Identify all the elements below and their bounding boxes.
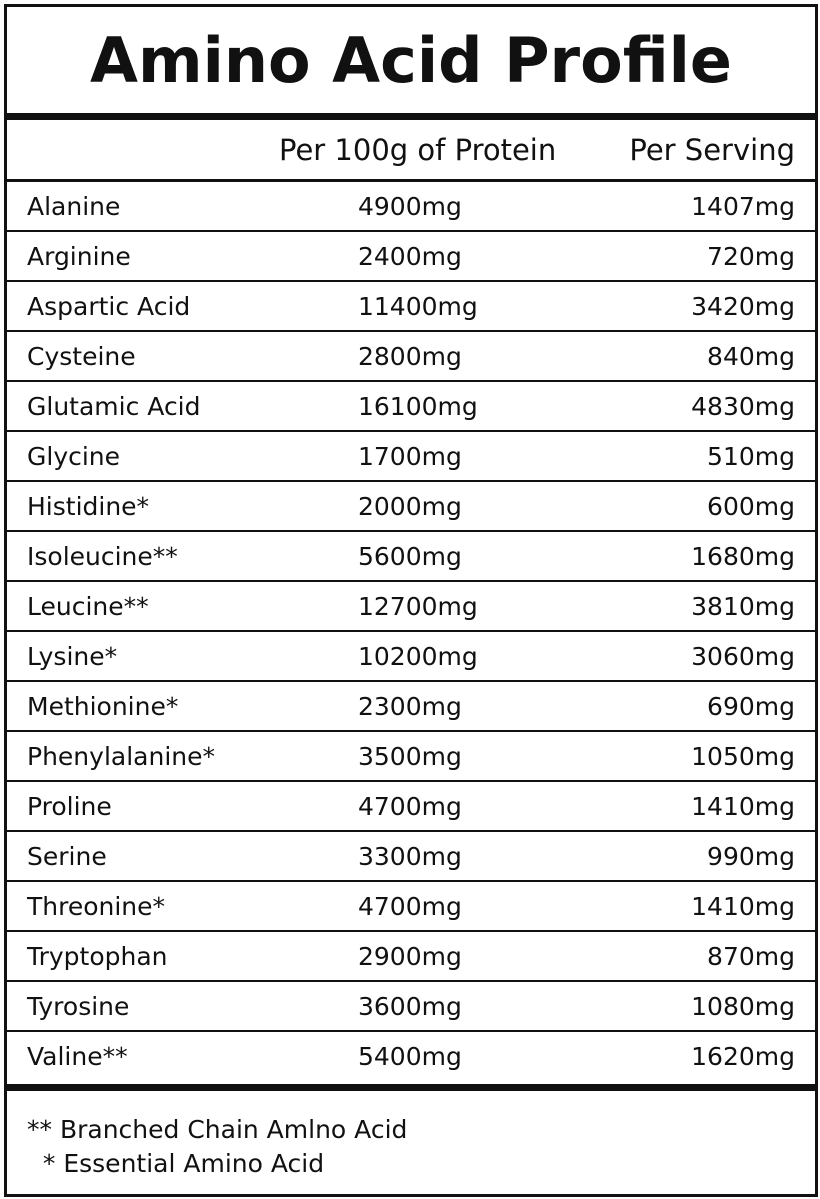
per-100g-value: 16100mg	[358, 392, 478, 421]
per-100g-value: 2000mg	[358, 492, 462, 521]
table-row	[7, 682, 815, 732]
table-row	[7, 332, 815, 382]
per-100g-value: 4900mg	[358, 192, 462, 221]
page-title: Amino Acid Profile	[90, 23, 732, 97]
amino-acid-name: Leucine**	[27, 592, 149, 621]
amino-acid-name: Threonine*	[27, 892, 166, 921]
per-100g-value: 2800mg	[358, 342, 462, 371]
amino-acid-table	[7, 182, 815, 1082]
amino-acid-name: Histidine*	[27, 492, 150, 521]
amino-acid-name: Serine	[27, 842, 107, 871]
footer-divider	[7, 1084, 815, 1091]
table-row	[7, 582, 815, 632]
per-serving-value: 3810mg	[691, 592, 795, 621]
amino-acid-name: Lysine*	[27, 642, 118, 671]
per-serving-value: 3420mg	[691, 292, 795, 321]
per-100g-value: 2900mg	[358, 942, 462, 971]
amino-acid-name: Phenylalanine*	[27, 742, 215, 771]
footnote-bcaa: ** Branched Chain Amlno Acid	[27, 1115, 408, 1144]
amino-acid-name: Cysteine	[27, 342, 136, 371]
amino-acid-name: Alanine	[27, 192, 121, 221]
per-serving-value: 1410mg	[691, 892, 795, 921]
per-100g-value: 3600mg	[358, 992, 462, 1021]
footnote-essential: * Essential Amino Acid	[27, 1149, 325, 1178]
per-serving-value: 990mg	[707, 842, 795, 871]
per-100g-value: 4700mg	[358, 892, 462, 921]
per-serving-value: 1620mg	[691, 1042, 795, 1071]
amino-acid-name: Valine**	[27, 1042, 128, 1071]
per-serving-value: 720mg	[707, 242, 795, 271]
per-100g-value: 5600mg	[358, 542, 462, 571]
per-100g-value: 12700mg	[358, 592, 478, 621]
per-100g-value: 3500mg	[358, 742, 462, 771]
per-100g-value: 3300mg	[358, 842, 462, 871]
footnotes	[27, 1113, 407, 1181]
amino-acid-name: Glycine	[27, 442, 121, 471]
per-serving-value: 1050mg	[691, 742, 795, 771]
table-row	[7, 532, 815, 582]
amino-acid-name: Aspartic Acid	[27, 292, 191, 321]
per-serving-value: 870mg	[707, 942, 795, 971]
table-row	[7, 632, 815, 682]
table-row	[7, 432, 815, 482]
per-100g-value: 2300mg	[358, 692, 462, 721]
per-serving-value: 3060mg	[691, 642, 795, 671]
per-100g-value: 5400mg	[358, 1042, 462, 1071]
per-serving-value: 1080mg	[691, 992, 795, 1021]
amino-acid-name: Tyrosine	[27, 992, 130, 1021]
per-serving-value: 510mg	[707, 442, 795, 471]
per-serving-value: 1410mg	[691, 792, 795, 821]
amino-acid-name: Tryptophan	[27, 942, 168, 971]
per-100g-value: 4700mg	[358, 792, 462, 821]
table-row	[7, 882, 815, 932]
table-row	[7, 382, 815, 432]
per-100g-value: 11400mg	[358, 292, 478, 321]
table-row	[7, 182, 815, 232]
column-header-per-serving: Per Serving	[629, 133, 795, 167]
amino-acid-panel	[4, 4, 818, 1197]
table-row	[7, 482, 815, 532]
per-100g-value: 10200mg	[358, 642, 478, 671]
table-row	[7, 782, 815, 832]
per-100g-value: 1700mg	[358, 442, 462, 471]
table-row	[7, 932, 815, 982]
amino-acid-name: Glutamic Acid	[27, 392, 201, 421]
title-divider	[7, 113, 815, 120]
per-100g-value: 2400mg	[358, 242, 462, 271]
column-header-per-100g: Per 100g of Protein	[279, 133, 557, 167]
per-serving-value: 600mg	[707, 492, 795, 521]
table-row	[7, 1032, 815, 1082]
per-serving-value: 1407mg	[691, 192, 795, 221]
per-serving-value: 1680mg	[691, 542, 795, 571]
amino-acid-name: Arginine	[27, 242, 131, 271]
table-row	[7, 832, 815, 882]
amino-acid-name: Isoleucine**	[27, 542, 178, 571]
per-serving-value: 840mg	[707, 342, 795, 371]
per-serving-value: 4830mg	[691, 392, 795, 421]
table-row	[7, 282, 815, 332]
table-row	[7, 232, 815, 282]
table-row	[7, 982, 815, 1032]
per-serving-value: 690mg	[707, 692, 795, 721]
amino-acid-name: Methionine*	[27, 692, 179, 721]
table-row	[7, 732, 815, 782]
amino-acid-name: Proline	[27, 792, 112, 821]
column-header-row	[7, 120, 815, 180]
